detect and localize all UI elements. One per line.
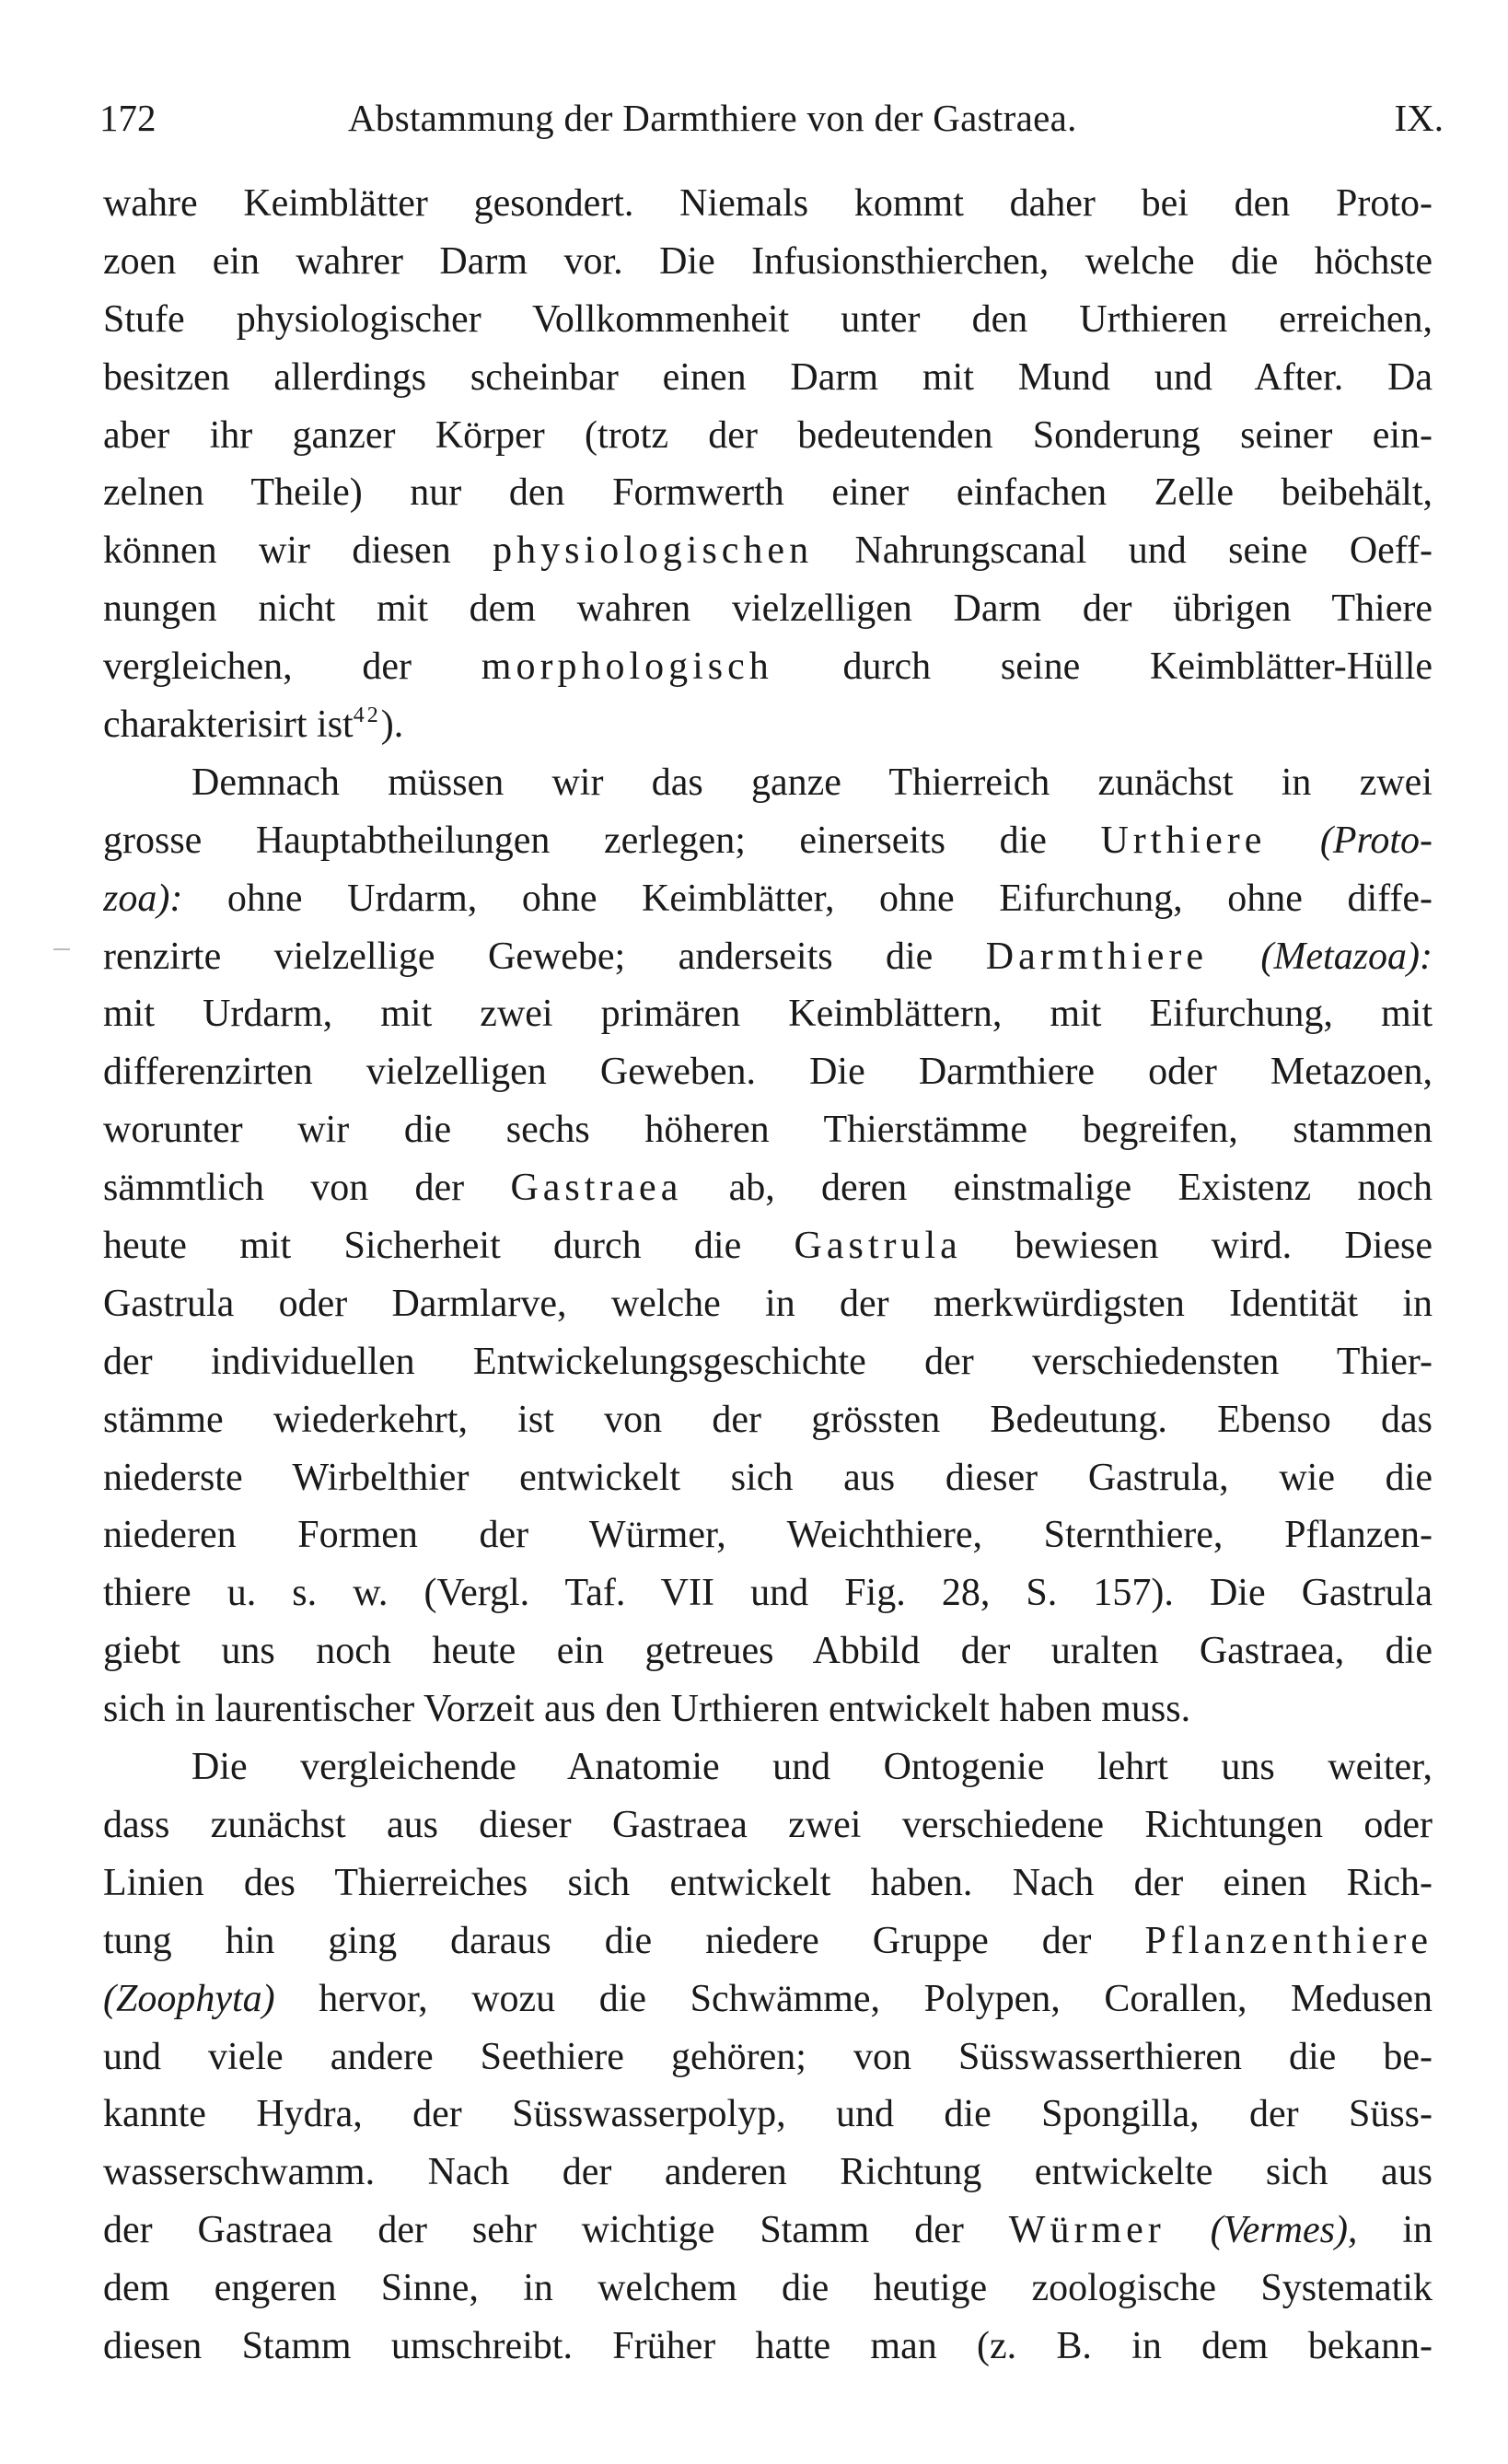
text-line: (Zoophyta) hervor, wozu die Schwämme, Polypen, Corallen, Medusen xyxy=(103,1977,1433,2020)
text-line: stämme wiederkehrt, ist von der grössten Bedeutung. Ebenso das xyxy=(103,1398,1433,1441)
running-header xyxy=(99,90,1444,145)
chapter-number: IX. xyxy=(1394,97,1444,139)
text-line: Gastrula oder Darmlarve, welche in der merkwürdigsten Identität in xyxy=(103,1282,1433,1325)
margin-mark xyxy=(53,948,70,950)
text-line: tung hin ging daraus die niedere Gruppe der Pflanzenthiere xyxy=(103,1919,1433,1962)
text-line: aber ihr ganzer Körper (trotz der bedeutenden Sonderung seiner ein- xyxy=(103,413,1433,457)
emphasis-spaced: Pflanzenthiere xyxy=(1144,1919,1433,1962)
text-line: vergleichen, der morphologisch durch seine Keimblätter-Hülle xyxy=(103,645,1433,689)
text-line: Linien des Thierreiches sich entwickelt haben. Nach der einen Rich- xyxy=(103,1861,1433,1904)
emphasis-italic: (Vermes), xyxy=(1210,2209,1358,2252)
text-line: Die vergleichende Anatomie und Ontogenie lehrt uns weiter, xyxy=(191,1746,1433,1789)
text-line: der individuellen Entwickelungsgeschichte der verschiedensten Thier- xyxy=(103,1340,1433,1383)
text-line: dem engeren Sinne, in welchem die heutige zoologische Systematik xyxy=(103,2267,1433,2310)
emphasis-italic: (Zoophyta) xyxy=(103,1977,275,2020)
text-line: sich in laurentischer Vorzeit aus den Urthieren entwickelt haben muss. xyxy=(103,1688,1191,1731)
text-line: und viele andere Seethiere gehören; von Süsswasserthieren die be- xyxy=(103,2035,1433,2078)
footnote-reference: 42 xyxy=(353,703,381,728)
text-line: wahre Keimblätter gesondert. Niemals kommt daher bei den Proto- xyxy=(103,182,1433,225)
text-line: diesen Stamm umschreibt. Früher hatte man (z. B. in dem bekann- xyxy=(103,2324,1433,2367)
text-line: zelnen Theile) nur den Formwerth einer einfachen Zelle beibehält, xyxy=(103,471,1433,515)
text-line: zoa): ohne Urdarm, ohne Keimblätter, ohne Eifurchung, ohne diffe- xyxy=(103,877,1433,920)
text-line: dass zunächst aus dieser Gastraea zwei verschiedene Richtungen oder xyxy=(103,1803,1433,1846)
text-line: zoen ein wahrer Darm vor. Die Infusionsthierchen, welche die höchste xyxy=(103,239,1433,283)
text-line: heute mit Sicherheit durch die Gastrula bewiesen wird. Diese xyxy=(103,1225,1433,1268)
emphasis-italic: (Metazoa): xyxy=(1260,935,1433,978)
text-line: grosse Hauptabtheilungen zerlegen; einerseits die Urthiere (Proto- xyxy=(103,819,1433,862)
text-line: niederen Formen der Würmer, Weichthiere, Sternthiere, Pflanzen- xyxy=(103,1514,1433,1557)
emphasis-spaced: morphologisch xyxy=(481,645,773,689)
running-title: Abstammung der Darmthiere von der Gastraea. xyxy=(348,97,1077,139)
text-line: niederste Wirbelthier entwickelt sich aus dieser Gastrula, wie die xyxy=(103,1456,1433,1499)
text-line: wasserschwamm. Nach der anderen Richtung entwickelte sich aus xyxy=(103,2151,1433,2194)
text-line: charakterisirt ist$^{42}$). xyxy=(103,703,404,747)
page-number: 172 xyxy=(99,97,157,139)
text-body xyxy=(103,175,1433,2376)
text-line: Demnach müssen wir das ganze Thierreich zunächst in zwei xyxy=(191,761,1433,804)
text-line: thiere u. s. w. (Vergl. Taf. VII und Fig. 28, S. 157). Die Gastrula xyxy=(103,1572,1433,1615)
text-line: giebt uns noch heute ein getreues Abbild der uralten Gastraea, die xyxy=(103,1630,1433,1673)
emphasis-spaced: Würmer xyxy=(1008,2209,1166,2252)
text-line: besitzen allerdings scheinbar einen Darm mit Mund und After. Da xyxy=(103,355,1433,399)
emphasis-spaced: Gastraea xyxy=(510,1167,683,1210)
text-line: worunter wir die sechs höheren Thierstämme begreifen, stammen xyxy=(103,1109,1433,1152)
text-line: können wir diesen physiologischen Nahrungscanal und seine Oeff- xyxy=(103,529,1433,573)
emphasis-italic: (Proto- xyxy=(1319,819,1433,862)
emphasis-spaced: Urthiere xyxy=(1100,819,1267,862)
text-line: der Gastraea der sehr wichtige Stamm der Würmer (Vermes), in xyxy=(103,2209,1433,2252)
emphasis-spaced: physiologischen xyxy=(493,529,814,573)
text-line: renzirte vielzellige Gewebe; anderseits die Darmthiere (Metazoa): xyxy=(103,935,1433,978)
emphasis-spaced: Gastrula xyxy=(794,1225,962,1268)
text-line: sämmtlich von der Gastraea ab, deren einstmalige Existenz noch xyxy=(103,1167,1433,1210)
text-line: mit Urdarm, mit zwei primären Keimblättern, mit Eifurchung, mit xyxy=(103,993,1433,1036)
emphasis-spaced: Darmthiere xyxy=(985,935,1208,978)
text-line: differenzirten vielzelligen Geweben. Die Darmthiere oder Metazoen, xyxy=(103,1051,1433,1094)
text-line: nungen nicht mit dem wahren vielzelligen Darm der übrigen Thiere xyxy=(103,587,1433,631)
text-line: Stufe physiologischer Vollkommenheit unter den Urthieren erreichen, xyxy=(103,297,1433,341)
text-line: kannte Hydra, der Süsswasserpolyp, und die Spongilla, der Süss- xyxy=(103,2093,1433,2136)
emphasis-italic: zoa): xyxy=(103,877,183,920)
